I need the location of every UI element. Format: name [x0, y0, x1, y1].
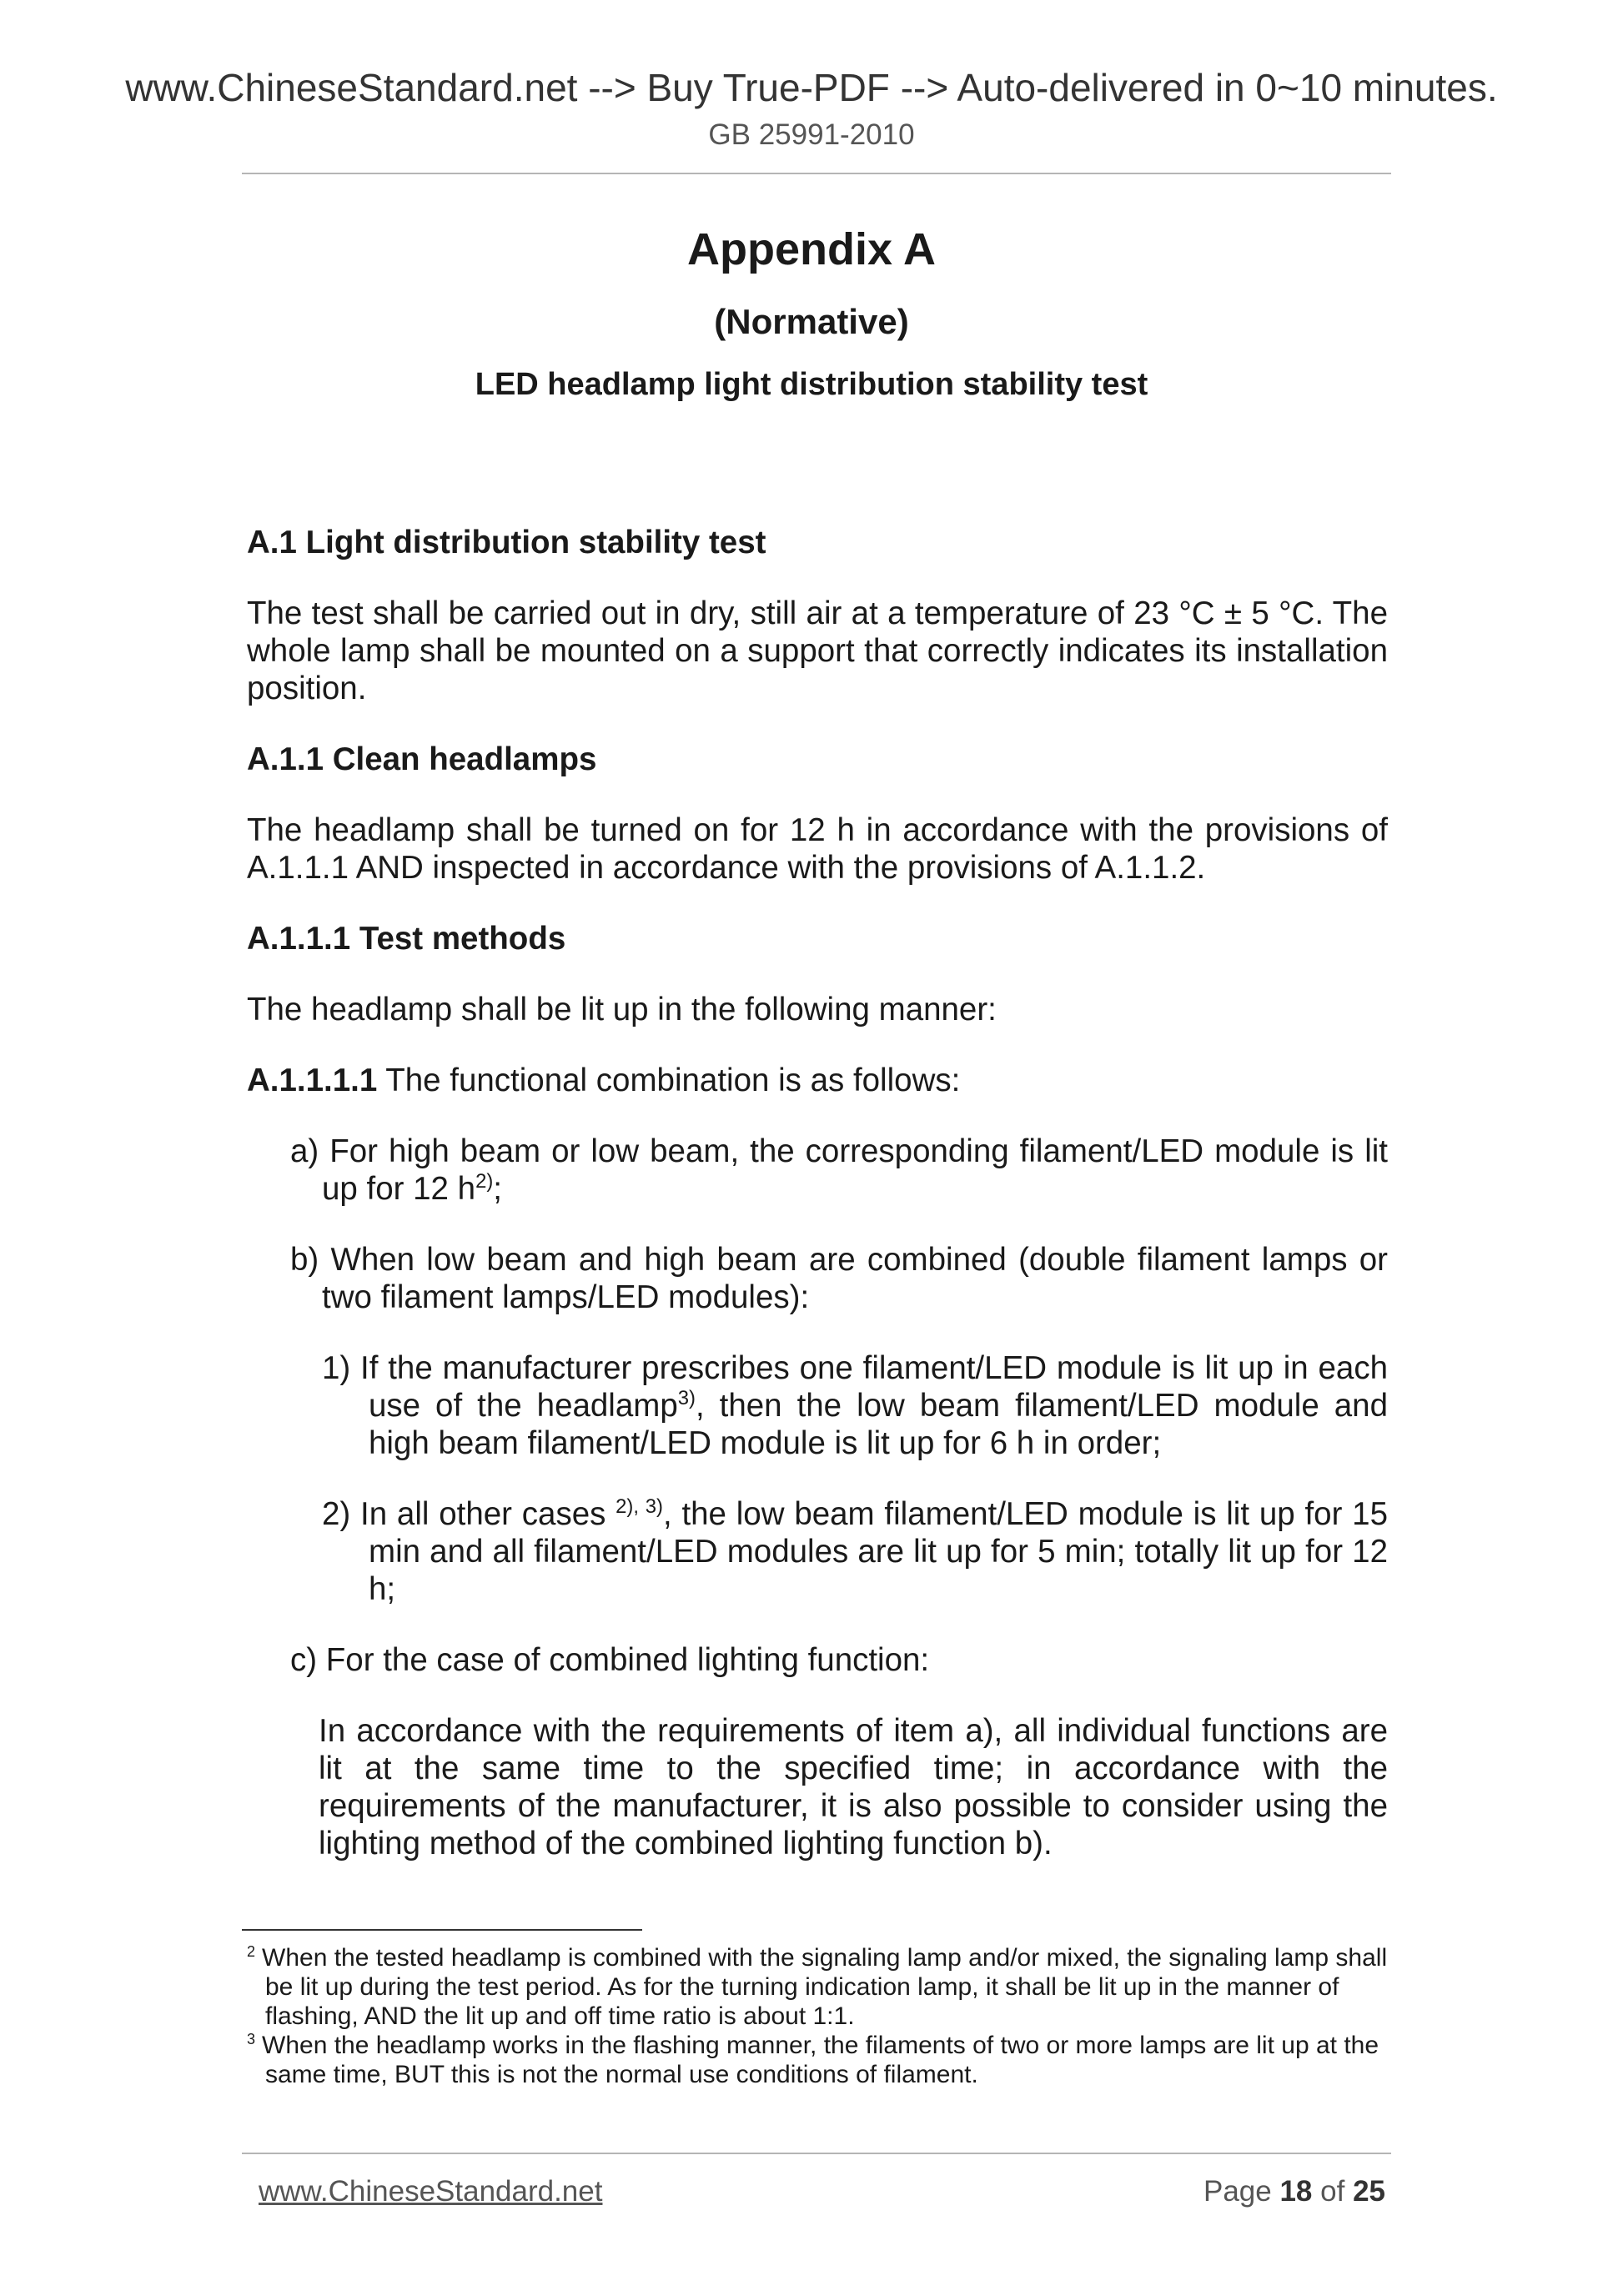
section-a111-text: The headlamp shall be lit up in the following manner: [247, 992, 997, 1027]
header-divider [242, 173, 1391, 174]
footnote-ref: 2), 3) [616, 1495, 663, 1519]
list-item-a-text: a) For high beam or low beam, the corresponding filament/LED module is lit up for 12 h [290, 1133, 1388, 1207]
footnote-text: When the tested headlamp is combined with the signaling lamp and/or mixed, the signaling lamp shall be lit up during the test period. As for the turning indication lamp, it shall be lit up in the manner of flashing, AND the lit up and off time ratio is about 1:1. [262, 1944, 1388, 2030]
list-item-c-paragraph: In accordance with the requirements of item a), all individual functions are lit at the same time to the specified time; in accordance with the requirements of the manufacturer, it is also possible to consider using the lighting method of the combined lighting function b). [319, 1713, 1388, 1861]
list-item-a [247, 1133, 1388, 1208]
section-a1-text: The test shall be carried out in dry, still air at a temperature of 23 °C ± 5 °C. The whole lamp shall be mounted on a support that correctly indicates its installation position. [247, 595, 1388, 706]
list-item-b1-post: , then the low beam filament/LED module and high beam filament/LED module is lit up for 6 h in order; [369, 1388, 1388, 1461]
list-item-c: c) For the case of combined lighting function: [290, 1642, 930, 1678]
page-label: Page [1203, 2175, 1272, 2208]
footer-divider [242, 2153, 1391, 2154]
page-indicator [1203, 2175, 1385, 2208]
list-item-b1 [247, 1349, 1388, 1462]
document-body [247, 524, 1388, 1862]
page-of-label: of [1320, 2175, 1345, 2208]
footnote-3 [247, 2031, 1388, 2089]
section-a1-heading: A.1 Light distribution stability test [247, 525, 766, 560]
section-a1111 [247, 1062, 1388, 1099]
section-a1111-text: The functional combination is as follows: [377, 1063, 961, 1098]
footnote-marker: 2 [247, 1943, 256, 1960]
standard-number: GB 25991-2010 [708, 118, 915, 151]
footnote-ref: 3) [677, 1387, 696, 1410]
page-number: 18 [1279, 2175, 1313, 2208]
section-a1111-label: A.1.1.1.1 [247, 1063, 378, 1098]
footnotes [247, 1943, 1388, 2089]
list-item-a-end: ; [493, 1171, 502, 1207]
footnote-marker: 3 [247, 2031, 256, 2047]
footnote-separator [242, 1929, 642, 1931]
list-item-b2 [247, 1495, 1388, 1608]
header-banner: www.ChineseStandard.net --> Buy True-PDF --> Auto-delivered in 0~10 minutes. [125, 66, 1498, 109]
appendix-subtitle: LED headlamp light distribution stability test [475, 367, 1148, 402]
footnote-text: When the headlamp works in the flashing manner, the filaments of two or more lamps are lit up at the same time, BUT this is not the normal use conditions of filament. [262, 2032, 1379, 2088]
list-item-b2-pre: 2) In all other cases [322, 1496, 616, 1532]
section-a111-heading: A.1.1.1 Test methods [247, 921, 566, 957]
page-total: 25 [1353, 2175, 1385, 2208]
appendix-type: (Normative) [714, 302, 909, 341]
footer-website-link[interactable]: www.ChineseStandard.net [259, 2175, 603, 2208]
section-a11-heading: A.1.1 Clean headlamps [247, 741, 597, 777]
footnote-2 [247, 1943, 1388, 2031]
section-a11-text: The headlamp shall be turned on for 12 h in accordance with the provisions of A.1.1.1 AND inspected in accordance with the provisions of A.1.1.2. [247, 812, 1388, 886]
list-item-b1-pre: 1) If the manufacturer prescribes one filament/LED module is lit up in each use of the headlamp [322, 1350, 1388, 1424]
footnote-ref: 2) [475, 1170, 494, 1193]
list-item-b: b) When low beam and high beam are combined (double filament lamps or two filament lamps/LED modules): [290, 1242, 1388, 1315]
list-item-b2-post: , the low beam filament/LED module is lit up for 15 min and all filament/LED modules are lit up for 5 min; totally lit up for 12 h; [369, 1496, 1389, 1607]
appendix-title: Appendix A [686, 224, 936, 274]
